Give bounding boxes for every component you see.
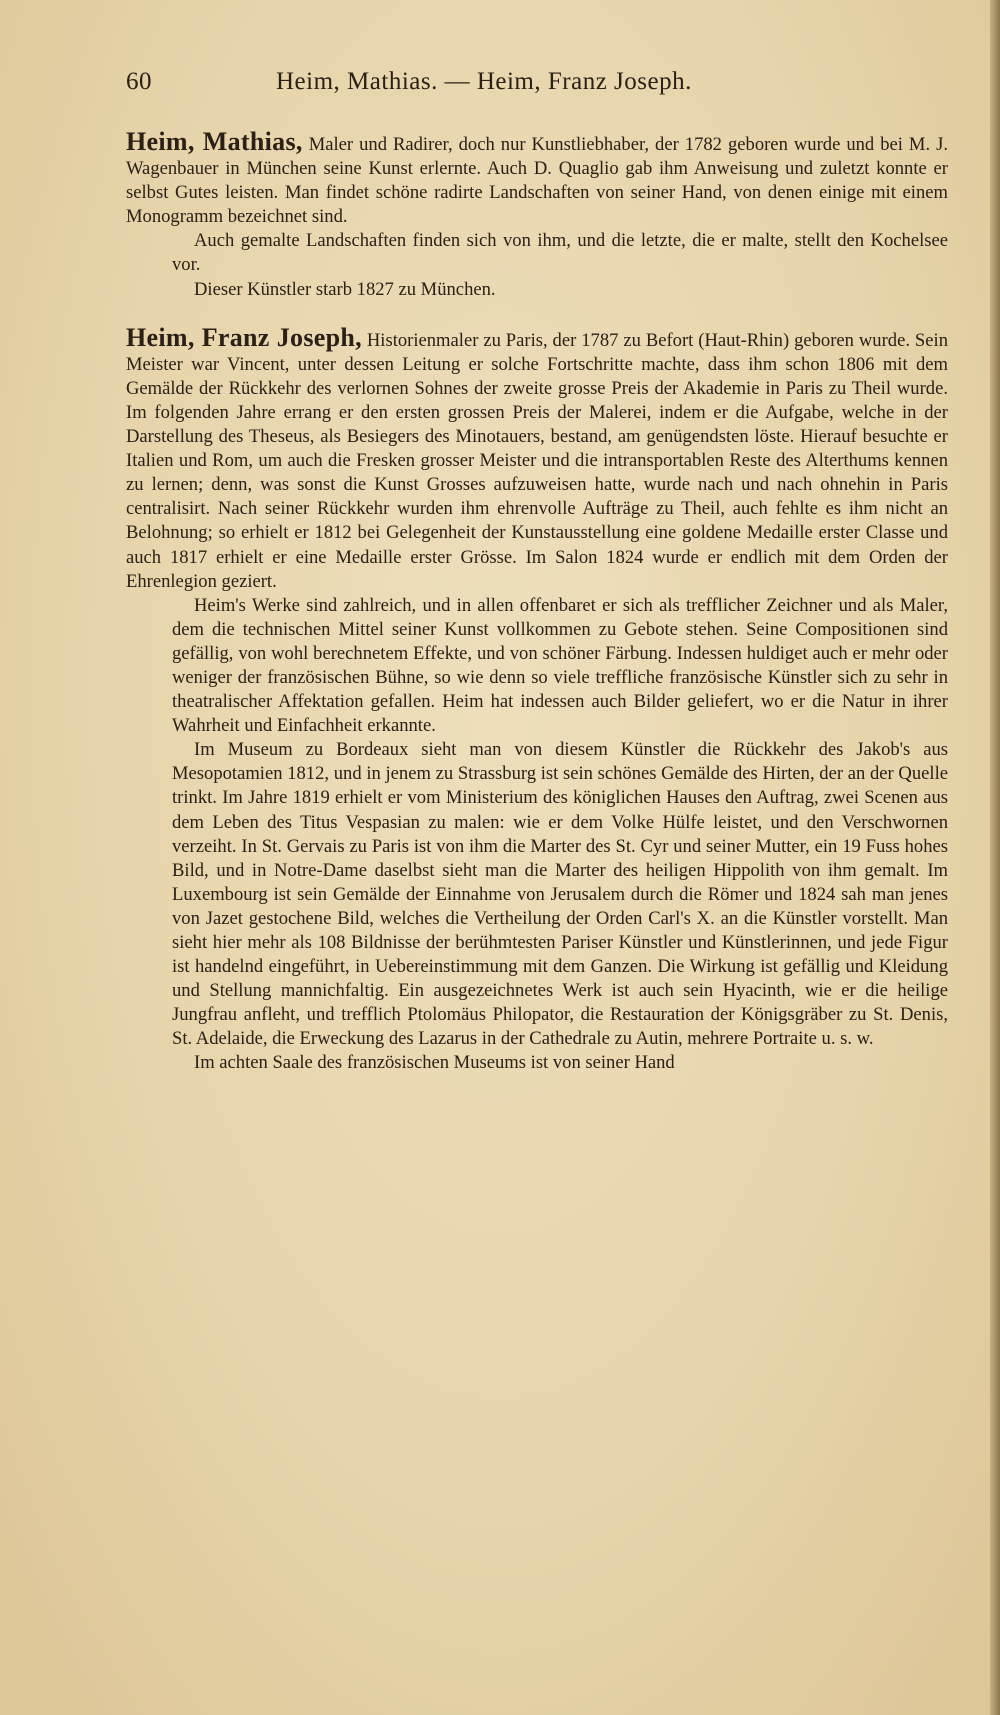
entry-heim-franz-joseph	[126, 322, 948, 1076]
page-header	[126, 68, 940, 108]
running-title: Heim, Mathias. — Heim, Franz Joseph.	[276, 68, 692, 95]
entry-text: Maler und Radirer, doch nur Kunstliebhaber, der 1782 geboren wurde und bei M. J. Wagenbauer in München seine Kunst erlernte. Auch D. Quaglio gab ihm Anweisung und zuletzt konnte er selbst Gutes leisten. Man findet schöne radirte Landschaften von seiner Hand, von denen einige mit einem Monogramm bezeichnet sind.	[126, 134, 948, 228]
entry-heim-mathias	[126, 127, 948, 302]
entry-paragraph: Im achten Saale des französischen Museums ist von seiner Hand	[194, 1052, 675, 1074]
entry-paragraph	[126, 127, 948, 229]
entry-text: Historienmaler zu Paris, der 1787 zu Befort (Haut-Rhin) geboren wurde. Sein Meister war Vincent, unter dessen Leitung er solche Fortschritte machte, dass ihm schon 1806 mit dem Gemälde der Rückkehr des verlornen Sohnes der zweite grosse Preis der Akademie in Paris zu Theil wurde. Im folgenden Jahre errang er den ersten grossen Preis der Malerei, indem er die Aufgabe, welche in der Darstellung des Theseus, als Besiegers des Minotauers, bestand, am genügendsten löste. Hierauf besuchte er Italien und Rom, um auch die Fresken grosser Meister und die intransportablen Reste des Alterthums kennen zu lernen; denn, was sonst die Kunst Grosses aufzuweisen hatte, wurde nach und nach ohnehin in Paris centralisirt. Nach seiner Rückkehr wurden ihm ehrenvolle Aufträge zu Theil, auch fehlte es ihm nicht an Belohnung; so erhielt er 1812 bei Gelegenheit der Kunstausstellung eine goldene Medaille erster Classe und auch 1817 erhielt er eine Medaille erster Grösse. Im Salon 1824 wurde er endlich mit dem Orden der Ehrenlegion geziert.	[126, 329, 948, 592]
entry-paragraph: Heim's Werke sind zahlreich, und in allen offenbaret er sich als trefflicher Zeichner und als Maler, dem die technischen Mittel seiner Kunst vollkommen zu Gebote stehen. Seine Compositionen sind gefällig, von wohl berechnetem Effekte, und von schöner Färbung. Indessen huldiget auch er mehr oder weniger der französischen Bühne, so wie denn so viele treffliche französische Künstler sich zu sehr in theatralischer Affektation gefallen. Heim hat indessen auch Bilder geliefert, wo er die Natur in ihrer Wahrheit und Einfachheit erkannte.	[172, 594, 948, 737]
entry-paragraph: Auch gemalte Landschaften finden sich von ihm, und die letzte, die er malte, stellt den Kochelsee vor.	[172, 230, 948, 276]
page-edge	[990, 0, 1000, 1715]
entry-paragraph: Im Museum zu Bordeaux sieht man von diesem Künstler die Rückkehr des Jakob's aus Mesopotamien 1812, und in jenem zu Strassburg ist sein schönes Gemälde des Hirten, der an der Quelle trinkt. Im Jahre 1819 erhielt er vom Ministerium des königlichen Hauses den Auftrag, zwei Scenen aus dem Leben des Titus Vespasian zu malen: wie er dem Volke Hülfe leistet, und den Verschwornen verzeiht. In St. Gervais zu Paris ist von ihm die Marter des St. Cyr und seiner Mutter, ein 19 Fuss hohes Bild, und in Notre-Dame daselbst sieht man die Marter des heiligen Hippolith von ihm gemalt. Im Luxembourg ist sein Gemälde der Einnahme von Jerusalem durch die Römer und 1824 sah man jenes von Jazet gestochene Bild, welches die Vertheilung der Orden Carl's X. an die Künstler vorstellt. Man sieht hier mehr als 108 Bildnisse der berühmtesten Pariser Künstler und Künstlerinnen, und jede Figur ist handelnd eingeführt, in Uebereinstimmung mit dem Ganzen. Die Wirkung ist gefällig und Kleidung und Stellung mannichfaltig. Ein ausgezeichnetes Werk ist auch sein Hyacinth, wie er die heilige Jungfrau anfleht, und trefflich Ptolomäus Philopator, die Restauration der Königsgräber zu St. Denis, St. Adelaide, die Erweckung des Lazarus in der Cathedrale zu Autin, mehrere Portraite u. s. w.	[172, 739, 948, 1050]
entry-headword: Heim, Mathias,	[126, 127, 303, 156]
entry-paragraph	[126, 322, 948, 594]
entry-paragraph: Dieser Künstler starb 1827 zu München.	[194, 278, 496, 300]
entry-headword: Heim, Franz Joseph,	[126, 322, 362, 352]
page-body	[126, 127, 948, 1100]
page-number: 60	[126, 68, 152, 95]
